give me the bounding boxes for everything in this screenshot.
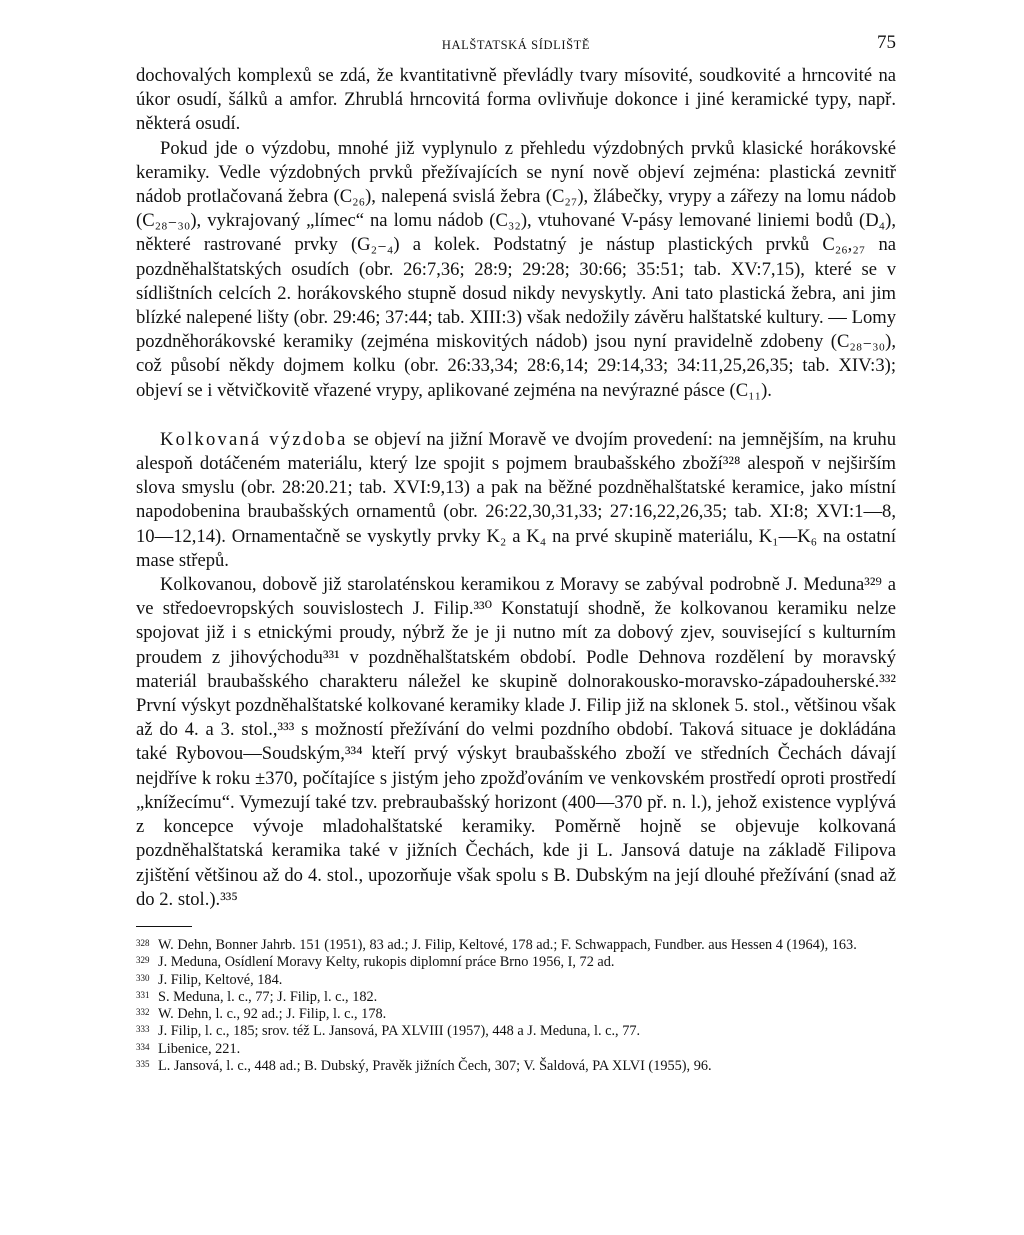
paragraph-3: [136, 428, 896, 573]
paragraph-3-text: se objeví na jižní Moravě ve dvojím provedení: na jemnějším, na kruhu alespoň dotáčeném materiálu, který lze spojit s pojmem braubašského zboží³²⁸ alespoň v nejširším slova smyslu (obr. 28:20.21; tab. XVI:9,13) a pak na běžné pozdněhalštatské keramice, jako místní napodobenina braubašských ornamentů (obr. 26:22,30,31,33; 27:16,22,26,35; tab. XI:8; XVI:1—8, 10—12,14). Ornamentačně se vyskytly prvky K₂ a K₄ na prvé skupině materiálu, K₁—K₆ na ostatní mase střepů.: [136, 428, 896, 571]
footnotes: [136, 937, 896, 1075]
footnote-number: 333: [136, 1024, 150, 1035]
footnote: [136, 1041, 896, 1058]
footnote-text: S. Meduna, l. c., 77; J. Filip, l. c., 182.: [158, 988, 378, 1005]
footnote-number: 335: [136, 1058, 150, 1069]
footnote-number: 331: [136, 989, 150, 1000]
page-number: 75: [877, 32, 896, 53]
running-head: HALŠTATSKÁ SÍDLIŠTĚ: [441, 38, 591, 52]
footnote: [136, 972, 896, 989]
paragraph-2: Pokud jde o výzdobu, mnohé již vyplynulo z přehledu výzdobných prvků klasické horákovské keramiky. Vedle výzdobných prvků přežívajících se nyní nově objeví zejména: plastická zevnitř nádob protlačovaná žebra (C₂₆), nalepená svislá žebra (C₂₇), žlábečky, vrypy a zářezy na lomu nádob (C₂₈₋₃₀), vykrajovaný „límec“ na lomu nádob (C₃₂), vtuhované V-pásy lemované liniemi bodů (D₄), některé rastrované prvky (G₂₋₄) a kolek. Podstatný je nástup plastických prvků C₂₆,₂₇ na pozdněhalštatských osudích (obr. 26:7,36; 28:9; 29:28; 30:66; 35:51; tab. XV:7,15), které se v sídlištních celcích 2. horákovského stupně dosud nikdy nevyskytly. Ani tato plastická žebra, ani jim blízké nalepené lišty (obr. 29:46; 37:44; tab. XIII:3) však nedožily závěru halštatské kultury. — Lomy pozdněhorákovské keramiky (zejména miskovitých nádob) jsou nyní pravidelně zdobeny (C₂₈₋₃₀), což působí někdy dojmem kolku (obr. 26:33,34; 28:6,14; 29:14,33; 34:11,25,26,35; tab. XIV:3); objeví se i větvičkovitě vřazené vrypy, aplikované zejména na nevýrazné pásce (C₁₁).: [136, 137, 896, 401]
footnote: [136, 937, 896, 954]
body-text: [136, 64, 896, 912]
footnote: [136, 954, 896, 971]
footnote-text: J. Filip, l. c., 185; srov. též L. Jansová, PA XLVIII (1957), 448 a J. Meduna, l. c., 77.: [158, 1023, 641, 1040]
footnote-text: J. Filip, Keltové, 184.: [158, 971, 283, 988]
footnote: [136, 1058, 896, 1075]
footnote: [136, 989, 896, 1006]
footnote-text: J. Meduna, Osídlení Moravy Kelty, rukopis diplomní práce Brno 1956, I, 72 ad.: [158, 954, 615, 971]
footnote-number: 328: [136, 937, 150, 948]
footnote: [136, 1023, 896, 1040]
footnote-number: 334: [136, 1041, 150, 1052]
footnote: [136, 1006, 896, 1023]
footnote-text: W. Dehn, Bonner Jahrb. 151 (1951), 83 ad.; J. Filip, Keltové, 178 ad.; F. Schwappach, Fundber. aus Hessen 4 (1964), 163.: [158, 936, 857, 953]
footnote-text: Libenice, 221.: [158, 1040, 241, 1057]
paragraph-1: dochovalých komplexů se zdá, že kvantitativně převládly tvary mísovité, soudkovité a hrncovité na úkor osudí, šálků a amfor. Zhrublá hrncovitá forma ovlivňuje dokonce i jiné keramické typy, např. některá osudí.: [136, 65, 896, 135]
footnote-number: 329: [136, 955, 150, 966]
page-header: [136, 28, 896, 64]
footnote-number: 330: [136, 972, 150, 983]
footnote-text: W. Dehn, l. c., 92 ad.; J. Filip, l. c., 178.: [158, 1006, 387, 1023]
footnote-rule: [136, 926, 192, 927]
page: [136, 28, 896, 1075]
footnote-number: 332: [136, 1007, 150, 1018]
paragraph-4: Kolkovanou, dobově již starolaténskou keramikou z Moravy se zabýval podrobně J. Meduna³²⁹ a ve středoevropských souvislostech J. Filip.³³⁰ Konstatují shodně, že kolkovanou keramiku nelze spojovat již i s etnickými proudy, nýbrž že je ji nutno mít za dobový zjev, související s kulturním proudem z jihovýchodu³³¹ v pozdněhalštatském období. Podle Dehnova rozdělení by moravský materiál braubašského charakteru náležel ke skupině dolnorakousko-moravsko-západouherské.³³² První výskyt pozdněhalštatské kolkované keramiky klade J. Filip již na sklonek 5. stol., většinou však až do 4. a 3. stol.,³³³ s možností přežívání do velmi pozdního období. Taková situace je dokládána také Rybovou—Soudským,³³⁴ kteří prvý výskyt braubašského zboží ve středních Čechách dávají nejdříve k roku ±370, počítajíce s jistým jeho zpožďováním ve venkovském prostředí oproti prostředí „knížecímu“. Vymezují také tzv. prebraubašský horizont (400—370 př. n. l.), jehož existence vyplývá z koncepce vývoje mladohalštatské keramiky. Poměrně hojně se objevuje kolkovaná pozdněhalštatská keramika také v jižních Čechách, kde ji L. Jansová datuje na základě Filipova zjištění většinou až do 4. stol., upozorňuje však spolu s B. Dubským na její dlouhé přežívání (snad až do 2. stol.).³³⁵: [136, 574, 896, 910]
footnote-text: L. Jansová, l. c., 448 ad.; B. Dubský, Pravěk jižních Čech, 307; V. Šaldová, PA XLVI (1955), 96.: [158, 1057, 712, 1074]
spaced-lead-term: Kolkovaná výzdoba: [160, 428, 348, 450]
